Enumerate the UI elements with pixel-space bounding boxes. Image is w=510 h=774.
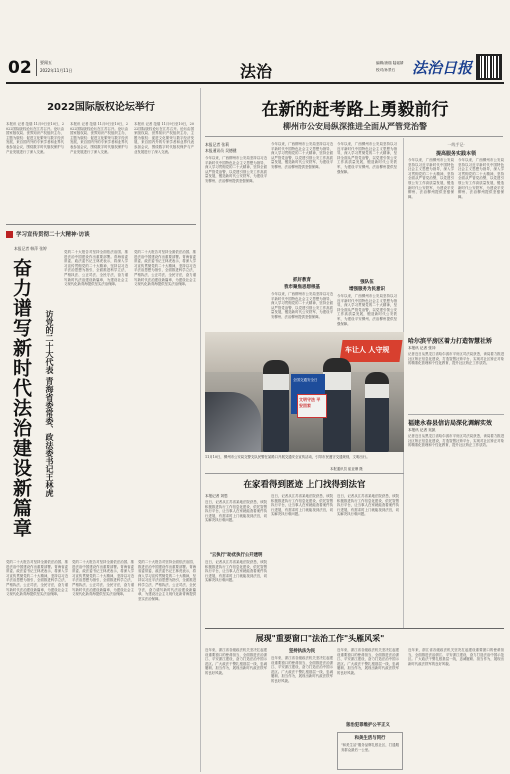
series-banner bbox=[6, 230, 196, 240]
middle-body-2: 近日，记者从江苏省某地法院获悉，该院积极推进执行工作信息化建设，依托智慧执行平台，让当事人在家就能查看案件执行进展，有需求时上门就能找到法官，切实解决执行难问题。 bbox=[271, 494, 333, 517]
bottom-headline: 展现"重要窗口"法治工作"头雁风采" bbox=[255, 634, 385, 643]
interview-body-bottom-2: 党的二十大报告对坚持全面依法治国、推进法治中国建设作出重要部署。青海省委常委、政法委书记王林虎表示，将深入学习宣传贯彻党的二十大精神，坚持以习近平法治思想为指引，全面推进科学立法、严格执法、公正司法、全民守法，奋力谱写新时代法治建设新篇章，为建设社会主义现代化新青海提供坚实法治保障。 bbox=[72, 560, 134, 597]
right-reporter-2: 本报讯 记者 吴凯 bbox=[408, 428, 436, 432]
sidebar-head: 提高服务实践本领 bbox=[435, 151, 476, 157]
main-reporter-right: 本报通讯员 吴德健 bbox=[205, 148, 237, 153]
column-divider-left bbox=[200, 88, 201, 772]
right-reporter-1: 本报讯 记者 张冲 bbox=[408, 346, 436, 350]
main-section-2: 我市聚焦思想根基 bbox=[284, 285, 320, 290]
interview-headline: 奋力谱写新时代法治建设新篇章 bbox=[10, 258, 32, 538]
right-body-1: 记者近日从黑龙江省哈尔滨市平房区司法局获悉，该局着力推进社区矫正信息化建设，打造智慧社矫平台，实现对社区矫正对象的精准化管理和个性化教育，提升社区矫正工作质效。 bbox=[408, 352, 504, 366]
interview-body-col-2: 党的二十大报告对坚持全面依法治国、推进法治中国建设作出重要部署。青海省委常委、政法委书记王林虎表示，将深入学习宣传贯彻党的二十大精神，坚持以习近平法治思想为指引，全面推进科学立法、严格执法、公正司法、全民守法，奋力谱写新时代法治建设新篇章，为建设社会主义现代化新青海提供坚实法治保障。 bbox=[134, 250, 196, 287]
middle-headline: 在家看得到匿迹 上门找得到法官 bbox=[243, 480, 366, 490]
bottom-body-4: 近年来，浙江省各级政法机关坚决扛起建设重要窗口的使命担当，全面推进法治浙江、平安浙江建设，奋力打造法治中国示范区。广大政法干警扎根基层一线，忠诚履职、担当作为，展现出新时代政法铁军的良好风貌。 bbox=[408, 648, 504, 666]
right-headline-1: 哈尔滨平房区着力打造智慧社矫 bbox=[408, 338, 493, 345]
interview-body-col-1: 党的二十大报告对坚持全面依法治国、推进法治中国建设作出重要部署。青海省委常委、政法委书记王林虎表示，将深入学习宣传贯彻党的二十大精神，坚持以习近平法治思想为指引，全面推进科学立法、严格执法、公正司法、全民守法，奋力谱写新时代法治建设新篇章，为建设社会主义现代化新青海提供坚实法治保障。 bbox=[64, 250, 128, 287]
proof-line: 校对/孙景石 bbox=[376, 68, 396, 72]
main-headline: 在新的赶考路上勇毅前行 bbox=[261, 100, 449, 120]
main-subhead: 柳州市公安局纵深推进全面从严管党治警 bbox=[283, 122, 427, 131]
masthead-rule bbox=[6, 82, 504, 84]
photo-officer-3 bbox=[365, 372, 389, 452]
middle-subhead: "云执行"助优执行公开透明 bbox=[209, 553, 263, 558]
main-head-rule bbox=[205, 136, 503, 137]
paper-logo: 法治日报 bbox=[412, 59, 473, 77]
bottom-subhead-2: 惩治犯罪维护公平正义 bbox=[346, 723, 390, 728]
photo-placard-text: 文明守法 平安回家 bbox=[299, 397, 321, 408]
series-banner-text: 学习宣传贯彻二十大精神·访谈 bbox=[16, 232, 90, 238]
middle-top-rule bbox=[205, 473, 404, 474]
bottom-box bbox=[337, 732, 403, 770]
bottom-body-3: 近年来，浙江省各级政法机关坚决扛起建设重要窗口的使命担当，全面推进法治浙江、平安浙江建设，奋力打造法治中国示范区。广大政法干警扎根基层一线，忠诚履职、担当作为，展现出新时代政法铁军的良好风貌。 bbox=[337, 648, 399, 675]
forum-body-col-3: 本报讯 记者 范瑞 11月9日至10日，2022国际版权论坛在江苏召开。论坛由国家版权局、世界知识产权组织主办，主题为版权：促进文化繁荣与数字经济发展，来自国内外的专家学者和业界代表参加会议，围绕数字时代版权保护与产业发展进行了深入交流。 bbox=[134, 122, 194, 154]
bottom-box-body: "和美生活"服务品牌扎根社区，打通服务群众最后一公里。 bbox=[341, 743, 399, 752]
photo-credit: 本报通讯员 崔亚珊 摄 bbox=[330, 467, 363, 471]
interview-body-bottom-1: 党的二十大报告对坚持全面依法治国、推进法治中国建设作出重要部署。青海省委常委、政法委书记王林虎表示，将深入学习宣传贯彻党的二十大精神，坚持以习近平法治思想为指引，全面推进科学立法、严格执法、公正司法、全民守法，奋力谱写新时代法治建设新篇章，为建设社会主义现代化新青海提供坚实法治保障。 bbox=[6, 560, 68, 597]
forum-body-col-1: 本报讯 记者 范瑞 11月9日至10日，2022国际版权论坛在江苏召开。论坛由国家版权局、世界知识产权组织主办，主题为版权：促进文化繁荣与数字经济发展，来自国内外的专家学者和业界代表参加会议，围绕数字时代版权保护与产业发展进行了深入交流。 bbox=[6, 122, 64, 154]
main-section-4: 增强服务为民意识 bbox=[349, 287, 385, 292]
middle-body-1: 近日，记者从江苏省某地法院获悉，该院积极推进执行工作信息化建设，依托智慧执行平台，让当事人在家就能查看案件执行进展，有需求时上门就能找到法官，切实解决执行难问题。 bbox=[205, 500, 267, 523]
copyright-forum-story bbox=[6, 88, 196, 220]
forum-headline: 2022国际版权论坛举行 bbox=[47, 102, 155, 113]
photo-banner-text-2: 全国交通安全日 bbox=[293, 378, 318, 382]
middle-reporter: 本报记者 刘思 bbox=[205, 494, 228, 498]
sidebar-body-2: 今年以来，广西柳州市公安局坚持以习近平新时代中国特色社会主义思想为指导，深入学习贯彻党的二十大精神，坚持全面从严管党治警，以党建引领公安工作高质量发展，锻造新时代公安铁军，为建设平安柳州、法治柳州提供坚强保障。 bbox=[458, 158, 504, 199]
bottom-body-1: 近年来，浙江省各级政法机关坚决扛起建设重要窗口的使命担当，全面推进法治浙江、平安浙江建设，奋力打造法治中国示范区。广大政法干警扎根基层一线，忠诚履职、担当作为，展现出新时代政法铁军的良好风貌。 bbox=[205, 648, 267, 675]
main-body-col-2: 今年以来，广西柳州市公安局坚持以习近平新时代中国特色社会主义思想为指导，深入学习贯彻党的二十大精神，坚持全面从严管党治警，以党建引领公安工作高质量发展，锻造新时代公安铁军，为建设平安柳州、法治柳州提供坚强保障。 bbox=[271, 142, 333, 169]
middle-body-1b: 近日，记者从江苏省某地法院获悉，该院积极推进执行工作信息化建设，依托智慧执行平台，让当事人在家就能查看案件执行进展，有需求时上门就能找到法官，切实解决执行难问题。 bbox=[205, 560, 267, 583]
series-reporter: 本报记者 韩萍 张婷 bbox=[14, 246, 47, 251]
photo-sign-text: 车让人 人守规 bbox=[345, 346, 390, 354]
qr-code-icon bbox=[478, 56, 500, 78]
bottom-box-head: 和美生活与同行 bbox=[354, 736, 386, 741]
main-body-col-2b: 今年以来，广西柳州市公安局坚持以习近平新时代中国特色社会主义思想为指导，深入学习贯彻党的二十大精神，坚持全面从严管党治警，以党建引领公安工作高质量发展，锻造新时代公安铁军，为建设平安柳州、法治柳州提供坚强保障。 bbox=[271, 292, 333, 319]
sidebar-label: 一线手记· bbox=[447, 142, 465, 147]
main-section-3: 强队伍 bbox=[360, 280, 374, 285]
left-top-rule bbox=[6, 224, 196, 225]
main-body-col-1: 今年以来，广西柳州市公安局坚持以习近平新时代中国特色社会主义思想为指导，深入学习贯彻党的二十大精神，坚持全面从严管党治警，以党建引领公安工作高质量发展，锻造新时代公安铁军，为建设平安柳州、法治柳州提供坚强保障。 bbox=[205, 156, 267, 183]
edition-label: 要闻五 bbox=[40, 60, 52, 65]
editor-line: 编辑/唐瑞 陆瑶婧 bbox=[376, 61, 404, 65]
right-headline-2: 福建永春县信访局深化调解实效 bbox=[408, 420, 493, 427]
bottom-subhead-1: 坚持执法为民 bbox=[288, 649, 316, 654]
sidebar-body-1: 今年以来，广西柳州市公安局坚持以习近平新时代中国特色社会主义思想为指导，深入学习贯彻党的二十大精神，坚持全面从严管党治警，以党建引领公安工作高质量发展，锻造新时代公安铁军，为建设平安柳州、法治柳州提供坚强保障。 bbox=[408, 158, 454, 199]
issue-date: 2022年11月11日 bbox=[40, 68, 73, 73]
photo-caption: 11月10日，柳州市公安局交警支队民警在某路口开展交通安全宣传活动，引导市民遵守交通规则，文明出行。 bbox=[205, 455, 370, 459]
bottom-body-2: 近年来，浙江省各级政法机关坚决扛起建设重要窗口的使命担当，全面推进法治浙江、平安浙江建设，奋力打造法治中国示范区。广大政法干警扎根基层一线，忠诚履职、担当作为，展现出新时代政法铁军的良好风貌。 bbox=[271, 656, 333, 683]
masthead bbox=[0, 0, 510, 84]
news-photo bbox=[205, 332, 404, 452]
series-marker-icon bbox=[6, 231, 13, 238]
photo-officer-1 bbox=[263, 360, 289, 452]
interview-body-bottom-3: 党的二十大报告对坚持全面依法治国、推进法治中国建设作出重要部署。青海省委常委、政法委书记王林虎表示，将深入学习宣传贯彻党的二十大精神，坚持以习近平法治思想为指引，全面推进科学立法、严格执法、公正司法、全民守法，奋力谱写新时代法治建设新篇章，为建设社会主义现代化新青海提供坚实法治保障。 bbox=[138, 560, 196, 601]
interview-subhead: 访党的二十大代表 青海省委常委、政法委书记王林虎 bbox=[45, 310, 54, 497]
right-body-2: 记者近日从黑龙江省哈尔滨市平房区司法局获悉，该局着力推进社区矫正信息化建设，打造智慧社矫平台，实现对社区矫正对象的精准化管理和个性化教育，提升社区矫正工作质效。 bbox=[408, 434, 504, 448]
middle-body-3: 近日，记者从江苏省某地法院获悉，该院积极推进执行工作信息化建设，依托智慧执行平台，让当事人在家就能查看案件执行进展，有需求时上门就能找到法官，切实解决执行难问题。 bbox=[337, 494, 399, 517]
main-body-col-3: 今年以来，广西柳州市公安局坚持以习近平新时代中国特色社会主义思想为指导，深入学习贯彻党的二十大精神，坚持全面从严管党治警，以党建引领公安工作高质量发展，锻造新时代公安铁军，为建设平安柳州、法治柳州提供坚强保障。 bbox=[337, 142, 397, 174]
main-section-1: 抓好教育 bbox=[293, 278, 311, 283]
main-body-col-3b: 今年以来，广西柳州市公安局坚持以习近平新时代中国特色社会主义思想为指导，深入学习贯彻党的二十大精神，坚持全面从严管党治警，以党建引领公安工作高质量发展，锻造新时代公安铁军，为建设平安柳州、法治柳州提供坚强保障。 bbox=[337, 294, 397, 326]
section-title: 法治 bbox=[240, 62, 273, 81]
right-rule-1 bbox=[408, 414, 504, 415]
page-number: 02 bbox=[8, 58, 32, 78]
photo-car-window bbox=[205, 392, 261, 452]
bottom-top-rule bbox=[205, 628, 504, 629]
page-number-divider bbox=[36, 59, 37, 76]
forum-body-col-2: 本报讯 记者 范瑞 11月9日至10日，2022国际版权论坛在江苏召开。论坛由国家版权局、世界知识产权组织主办，主题为版权：促进文化繁荣与数字经济发展，来自国内外的专家学者和业界代表参加会议，围绕数字时代版权保护与产业发展进行了深入交流。 bbox=[70, 122, 128, 154]
photo-officer-2 bbox=[323, 358, 351, 452]
main-reporter-left: 本报记者 张莉 bbox=[205, 142, 229, 147]
